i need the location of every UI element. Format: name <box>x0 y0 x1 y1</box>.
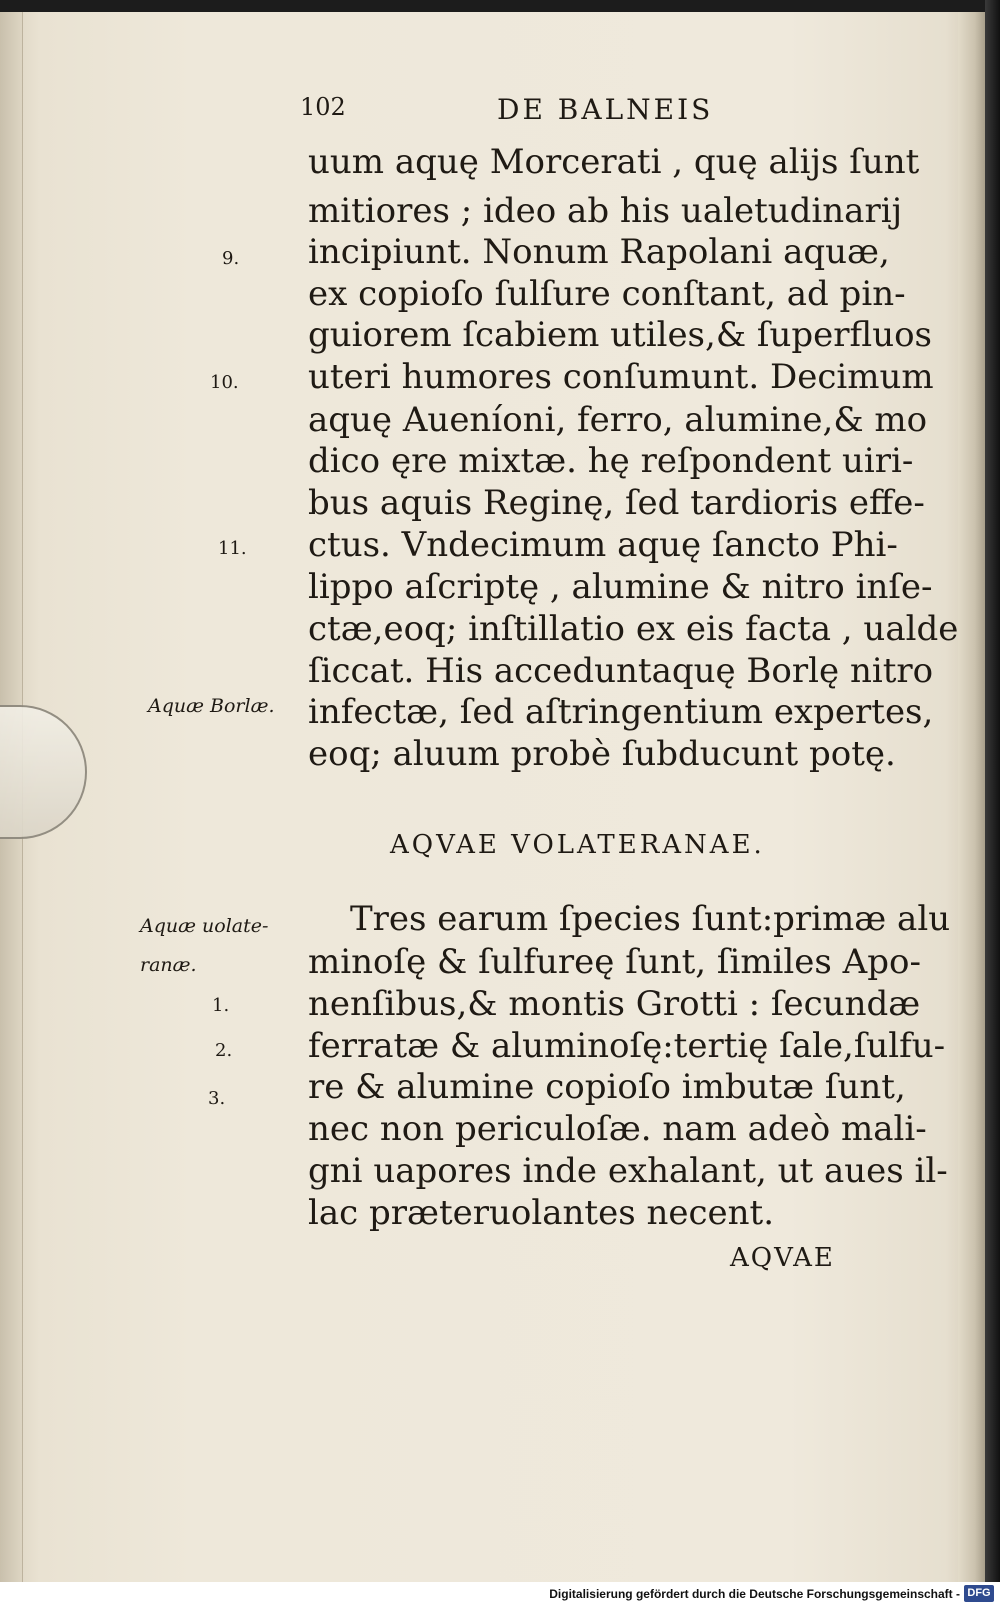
margin-number: 9. <box>222 248 240 269</box>
margin-number: 1. <box>212 995 230 1016</box>
text-line: infectæ, ſed aſtringentium expertes, <box>308 692 934 732</box>
margin-note: ranæ. <box>140 954 197 976</box>
text-line: eoq; aluum probè ſubducunt potę. <box>308 734 896 774</box>
text-line: nenſibus,& montis Grotti : ſecundæ <box>308 984 921 1024</box>
margin-number: 10. <box>210 372 239 393</box>
text-line: guiorem ſcabiem utiles,& ſuperfluos <box>308 315 933 355</box>
text-line: lippo aſcriptę , alumine & nitro inſe- <box>308 567 933 607</box>
text-line: mitiores ; ideo ab his ualetudinarij <box>308 191 903 231</box>
dfg-logo: DFG <box>964 1585 994 1602</box>
margin-note: Aquæ Borlæ. <box>148 695 275 717</box>
text-line: aquę Aueníoni, ferro, alumine,& mo <box>308 400 928 440</box>
text-line: gni uapores inde exhalant, ut aues il- <box>308 1151 948 1191</box>
margin-note: Aquæ uolate- <box>140 915 269 937</box>
text-line: Tres earum ſpecies ſunt:primæ alu <box>350 899 951 939</box>
funding-credit: Digitalisierung gefördert durch die Deutsche Forschungsgemeinschaft - <box>549 1587 960 1601</box>
text-line: ctæ,eoq; inſtillatio ex eis facta , ualde <box>308 609 959 649</box>
text-line: lac præteruolantes necent. <box>308 1193 775 1233</box>
text-line: ſiccat. His acceduntaquę Borlę nitro <box>308 651 934 691</box>
right-border <box>985 0 1000 1609</box>
top-border <box>0 0 1000 12</box>
running-head: DE BALNEIS <box>497 93 714 126</box>
margin-number: 2. <box>215 1040 233 1061</box>
section-heading: AQVAE VOLATERANAE. <box>390 830 765 860</box>
margin-number: 3. <box>208 1088 226 1109</box>
text-line: minoſę & ſulfureę ſunt, ſimiles Apo- <box>308 942 921 982</box>
text-line: ctus. Vndecimum aquę ſancto Phi- <box>308 525 898 565</box>
text-line: ferratæ & aluminoſę:tertię ſale,ſulfu- <box>308 1026 946 1066</box>
page-number: 102 <box>300 93 346 121</box>
text-line: incipiunt. Nonum Rapolani aquæ, <box>308 232 890 272</box>
text-line: ex copioſo ſulſure conſtant, ad pin- <box>308 274 906 314</box>
text-line: dico ęre mixtæ. hę reſpondent uiri- <box>308 441 914 481</box>
footer-bar <box>0 1582 1000 1609</box>
text-line: uum aquę Morcerati , quę alijs ſunt <box>308 142 920 182</box>
text-line: uteri humores conſumunt. Decimum <box>308 357 934 397</box>
text-line: bus aquis Reginę, ſed tardioris effe- <box>308 483 925 523</box>
text-line: re & alumine copioſo imbutæ ſunt, <box>308 1067 906 1107</box>
text-line: nec non periculoſæ. nam adeò mali- <box>308 1109 927 1149</box>
catchword: AQVAE <box>730 1243 835 1273</box>
page-fore-edge <box>958 12 986 1582</box>
margin-number: 11. <box>218 538 247 559</box>
